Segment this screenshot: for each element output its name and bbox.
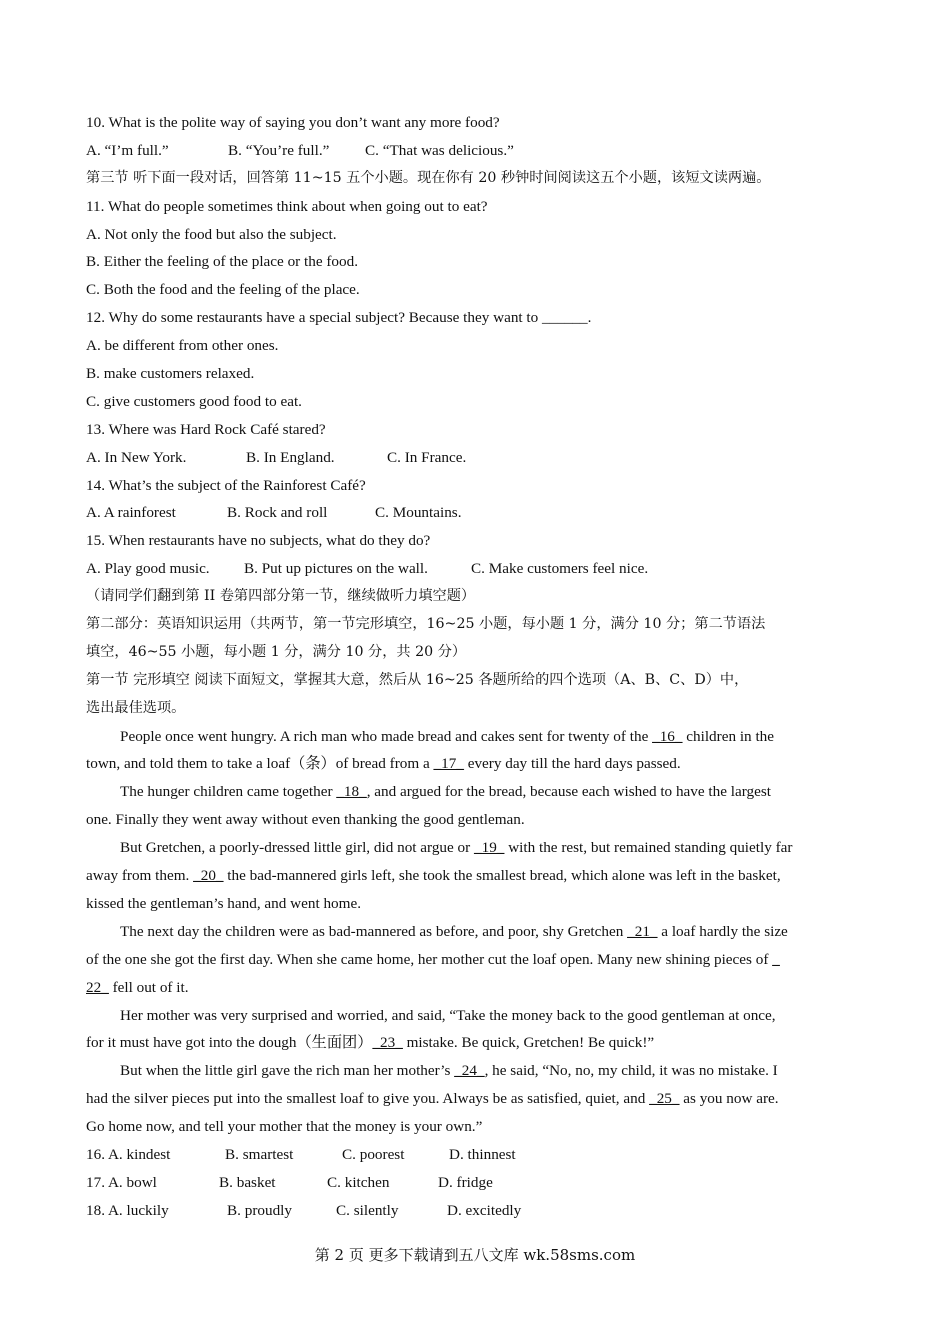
option-b: B. Put up pictures on the wall. bbox=[244, 560, 428, 578]
passage-line: had the silver pieces put into the smallest loaf to give you. Always be as satisfied, quiet, and _25_ as you now are. bbox=[86, 1090, 779, 1108]
blank-20: _20_ bbox=[193, 867, 224, 885]
question-12-stem: 12. Why do some restaurants have a special subject? Because they want to ______. bbox=[86, 309, 592, 327]
passage-line: town, and told them to take a loaf（条）of bread from a _17_ every day till the hard days passed. bbox=[86, 755, 681, 773]
option-a: A. A rainforest bbox=[86, 504, 176, 522]
part-2-heading: 第二部分：英语知识运用（共两节，第一节完形填空，16~25 小题，每小题 1 分，满分 10 分；第二节语法 bbox=[86, 616, 766, 633]
passage-line: But when the little girl gave the rich man her mother’s _24_, he said, “No, no, my child, it was no mistake. I bbox=[120, 1062, 778, 1080]
option-a: A. be different from other ones. bbox=[86, 337, 279, 355]
option-b: B. “You’re full.” bbox=[228, 141, 330, 159]
option-c: C. Mountains. bbox=[375, 504, 462, 522]
option-a: 18. A. luckily bbox=[86, 1201, 169, 1219]
question-15-options bbox=[86, 555, 866, 583]
option-c: C. “That was delicious.” bbox=[365, 141, 514, 159]
option-b: B. Rock and roll bbox=[227, 504, 328, 522]
exam-page bbox=[86, 109, 866, 1225]
question-11-stem: 11. What do people sometimes think about when going out to eat? bbox=[86, 197, 488, 215]
option-b: B. proudly bbox=[227, 1201, 292, 1219]
option-c: C. kitchen bbox=[327, 1173, 390, 1191]
options-row-17 bbox=[86, 1169, 866, 1197]
option-a: A. Not only the food but also the subject. bbox=[86, 225, 337, 243]
options-row-16 bbox=[86, 1141, 866, 1169]
option-c: C. silently bbox=[336, 1201, 399, 1219]
blank-16: _16_ bbox=[652, 727, 683, 745]
question-14-stem: 14. What’s the subject of the Rainforest Café? bbox=[86, 476, 366, 494]
option-a: 17. A. bowl bbox=[86, 1173, 157, 1191]
question-15-stem: 15. When restaurants have no subjects, what do they do? bbox=[86, 532, 431, 550]
options-row-18 bbox=[86, 1197, 866, 1225]
option-c: C. give customers good food to eat. bbox=[86, 392, 302, 410]
option-b: B. basket bbox=[219, 1173, 276, 1191]
listening-note: （请同学们翻到第 II 卷第四部分第一节，继续做听力填空题） bbox=[86, 588, 476, 605]
passage-line: one. Finally they went away without even thanking the good gentleman. bbox=[86, 811, 525, 829]
passage-line: of the one she got the first day. When she came home, her mother cut the loaf open. Many new shining pieces of _ bbox=[86, 950, 780, 968]
blank-22: 22_ bbox=[86, 978, 109, 996]
passage-line: The next day the children were as bad-mannered as before, and poor, shy Gretchen _21_ a loaf hardly the size bbox=[120, 922, 788, 940]
question-10-options bbox=[86, 137, 866, 165]
passage-line: for it must have got into the dough（生面团）_23_ mistake. Be quick, Gretchen! Be quick!” bbox=[86, 1034, 655, 1052]
option-c: C. Make customers feel nice. bbox=[471, 560, 649, 578]
passage-line: 22_ fell out of it. bbox=[86, 978, 189, 996]
option-c: C. In France. bbox=[387, 448, 467, 466]
option-d: D. fridge bbox=[438, 1173, 493, 1191]
option-c: C. poorest bbox=[342, 1145, 405, 1163]
blank-23: _23_ bbox=[372, 1034, 403, 1052]
page-footer: 第 2 页 更多下载请到五八文库 wk.58sms.com bbox=[314, 1246, 636, 1264]
passage-line: People once went hungry. A rich man who made bread and cakes sent for twenty of the _16_ children in the bbox=[120, 727, 775, 745]
blank-18: _18_ bbox=[336, 783, 367, 801]
option-a: A. “I’m full.” bbox=[86, 141, 169, 159]
passage-line: Her mother was very surprised and worried, and said, “Take the money back to the good gentleman at once, bbox=[120, 1006, 776, 1024]
option-a: 16. A. kindest bbox=[86, 1145, 171, 1163]
option-a: A. Play good music. bbox=[86, 560, 210, 578]
blank-24: _24_ bbox=[454, 1062, 485, 1080]
part-2-heading-cont: 填空，46~55 小题，每小题 1 分，满分 10 分，共 20 分） bbox=[86, 643, 467, 660]
passage-line: The hunger children came together _18_, and argued for the bread, because each wished to have the largest bbox=[120, 783, 771, 801]
blank-21: _21_ bbox=[627, 922, 658, 940]
question-10-stem: 10. What is the polite way of saying you don’t want any more food? bbox=[86, 114, 500, 131]
option-c: C. Both the food and the feeling of the place. bbox=[86, 281, 360, 299]
section-3-instructions: 第三节 听下面一段对话，回答第 11~15 五个小题。现在你有 20 秒钟时间阅读这五个小题，该短文读两遍。 bbox=[86, 169, 771, 186]
option-b: B. In England. bbox=[246, 448, 335, 466]
passage-line: kissed the gentleman’s hand, and went home. bbox=[86, 894, 361, 912]
option-b: B. make customers relaxed. bbox=[86, 365, 255, 383]
option-d: D. excitedly bbox=[447, 1201, 522, 1219]
blank-19: _19_ bbox=[474, 839, 505, 857]
question-13-options bbox=[86, 444, 866, 472]
cloze-instructions: 第一节 完形填空 阅读下面短文，掌握其大意，然后从 16~25 各题所给的四个选项（A、B、C、D）中， bbox=[86, 671, 749, 688]
option-b: B. Either the feeling of the place or the food. bbox=[86, 253, 359, 271]
blank-22-start: _ bbox=[772, 950, 780, 968]
passage-line: Go home now, and tell your mother that the money is your own.” bbox=[86, 1118, 483, 1136]
cloze-instructions-cont: 选出最佳选项。 bbox=[86, 699, 186, 716]
passage-line: But Gretchen, a poorly-dressed little girl, did not argue or _19_ with the rest, but remained standing quietly far bbox=[120, 839, 793, 857]
passage-line: away from them. _20_ the bad-mannered girls left, she took the smallest bread, which alone was left in the basket, bbox=[86, 867, 781, 885]
option-d: D. thinnest bbox=[449, 1145, 516, 1163]
option-a: A. In New York. bbox=[86, 448, 187, 466]
question-14-options bbox=[86, 499, 866, 527]
blank-17: _17_ bbox=[433, 755, 464, 773]
option-b: B. smartest bbox=[225, 1145, 294, 1163]
question-13-stem: 13. Where was Hard Rock Café stared? bbox=[86, 420, 326, 438]
blank-25: _25_ bbox=[649, 1090, 680, 1108]
